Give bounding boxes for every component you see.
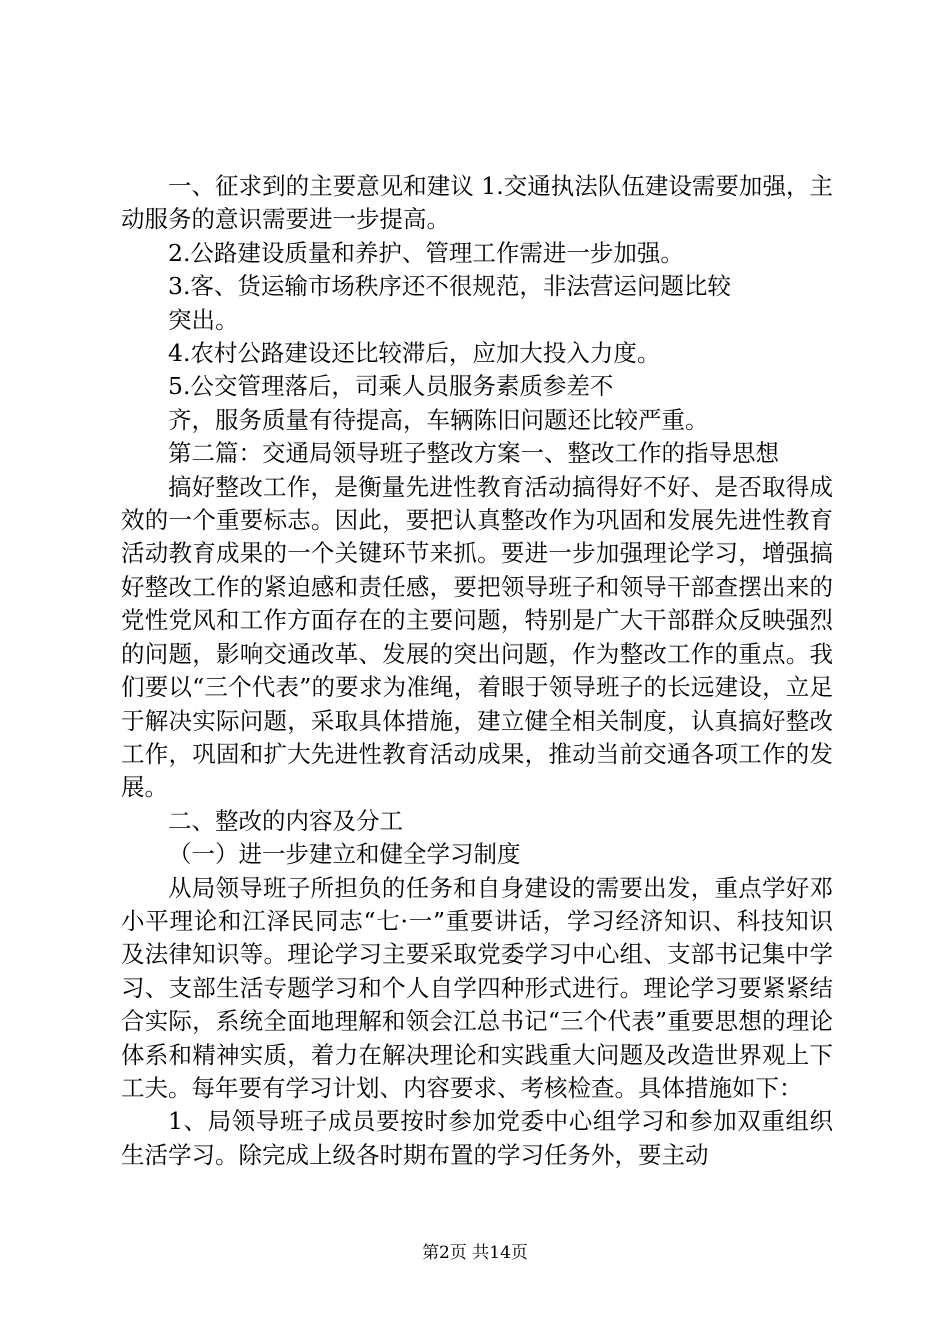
paragraph: 1、局领导班子成员要按时参加党委中心组学习和参加双重组织生活学习。除完成上级各时期布置的学习任务外，要主动 <box>121 1107 833 1169</box>
paragraph: 齐，服务质量有待提高，车辆陈旧问题还比较严重。 <box>168 405 709 434</box>
paragraph: 4.农村公路建设还比较滞后，应加大投入力度。 <box>168 339 661 368</box>
paragraph: （一）进一步建立和健全学习制度 <box>168 840 521 869</box>
paragraph: 第二篇：交通局领导班子整改方案一、整改工作的指导思想 <box>168 439 779 468</box>
paragraph: 二、整改的内容及分工 <box>168 806 403 835</box>
paragraph: 突出。 <box>168 305 239 334</box>
paragraph: 一、征求到的主要意见和建议 1.交通执法队伍建设需要加强，主动服务的意识需要进一步提高。 <box>121 172 833 234</box>
paragraph: 2.公路建设质量和养护、管理工作需进一步加强。 <box>168 238 684 267</box>
paragraph: 3.客、货运输市场秩序还不很规范，非法营运问题比较 <box>168 272 731 301</box>
paragraph: 搞好整改工作，是衡量先进性教育活动搞得好不好、是否取得成效的一个重要标志。因此，要把认真整改作为巩固和发展先进性教育活动教育成果的一个关键环节来抓。要进一步加强理论学习，增强搞好整改工作的紧迫感和责任感，要把领导班子和领导干部查摆出来的党性党风和工作方面存在的主要问题，特别是广大干部群众反映强烈的问题，影响交通改革、发展的突出问题，作为整改工作的重点。我们要以“三个代表”的要求为准绳，着眼于领导班子的长远建设，立足于解决实际问题，采取具体措施，建立健全相关制度，认真搞好整改工作，巩固和扩大先进性教育活动成果，推动当前交通各项工作的发展。 <box>121 472 833 802</box>
document-body <box>121 170 833 1172</box>
paragraph: 5.公交管理落后，司乘人员服务素质参差不 <box>168 372 614 401</box>
page-footer: 第2页 共14页 <box>422 1243 528 1263</box>
paragraph: 从局领导班子所担负的任务和自身建设的需要出发，重点学好邓小平理论和江泽民同志“七·一”重要讲话，学习经济知识、科技知识及法律知识等。理论学习主要采取党委学习中心组、支部书记集中学习、支部生活专题学习和个人自学四种形式进行。理论学习要紧紧结合实际，系统全面地理解和领会江总书记“三个代表”重要思想的理论体系和精神实质，着力在解决理论和实践重大问题及改造世界观上下工夫。每年要有学习计划、内容要求、考核检查。具体措施如下： <box>121 873 833 1102</box>
